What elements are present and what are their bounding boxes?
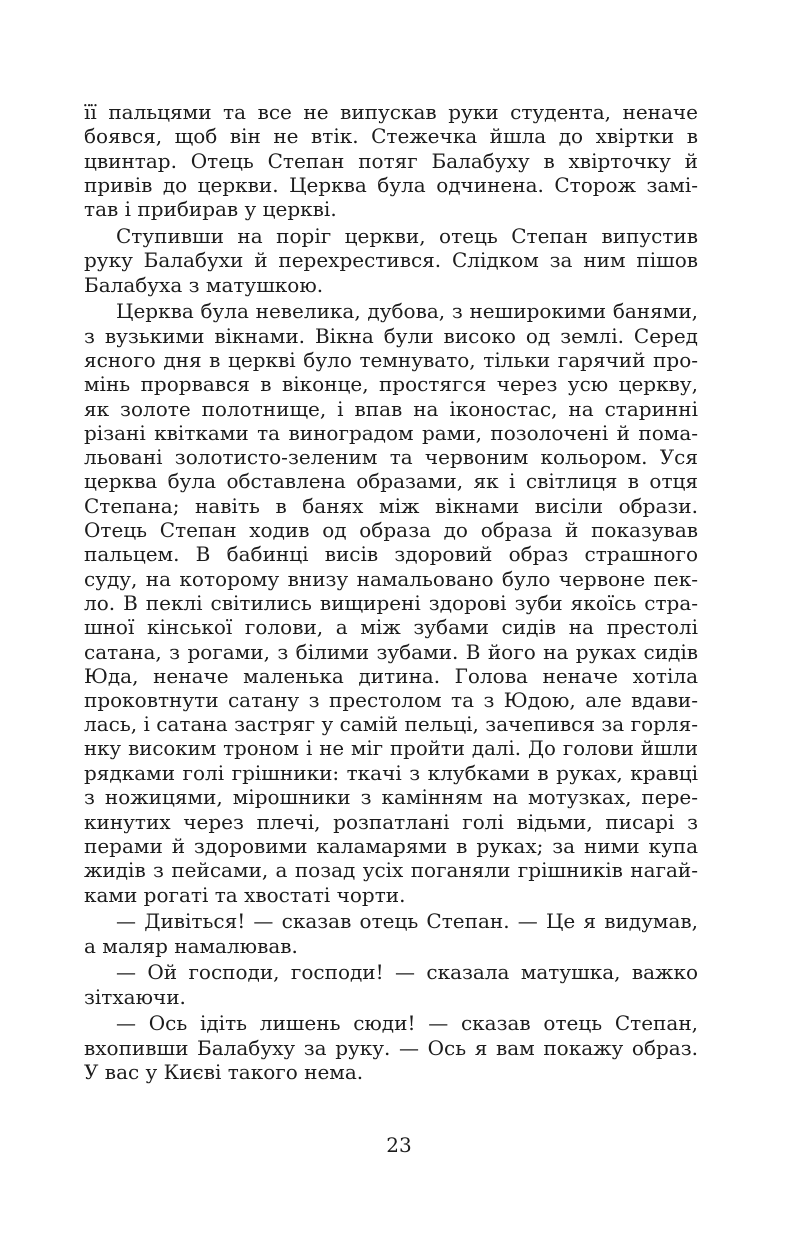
text-line: Церква була невелика, дубова, з неширокими банями, — [116, 299, 698, 324]
text-line: привів до церкви. Церква була одчинена. Сторож замі- — [84, 172, 698, 197]
text-line: як золоте полотнище, і впав на іконостас, на старинні — [84, 396, 698, 421]
text-line: суду, на которому внизу намальовано було червоне пек- — [84, 566, 698, 591]
paragraph — [84, 1011, 698, 1084]
text-line: — Дивіться! — сказав отець Степан. — Це я видумав, — [116, 909, 698, 934]
text-line: Ступивши на поріг церкви, отець Степан випустив — [116, 223, 698, 248]
text-line: лась, і сатана застряг у самій пельці, зачепився за горля- — [84, 712, 698, 737]
text-line: ло. В пеклі світились вищирені здорові зуби якоїсь стра- — [84, 590, 698, 615]
text-line: ками рогаті та хвостаті чорти. — [84, 882, 406, 907]
text-line: — Ось ідіть лишень сюди! — сказав отець Степан, — [116, 1011, 698, 1036]
text-line: з вузькими вікнами. Вікна були високо од землі. Серед — [84, 323, 698, 348]
text-line: Отець Степан ходив од образа до образа й показував — [84, 518, 698, 543]
text-line: вхопивши Балабуху за руку. — Ось я вам покажу образ. — [84, 1035, 698, 1060]
text-line: руку Балабухи й перехрестився. Слідком за ним пішов — [84, 248, 698, 273]
text-line: церква була обставлена образами, як і світлиця в отця — [84, 469, 698, 494]
text-line: Юда, неначе маленька дитина. Голова неначе хотіла — [84, 663, 698, 688]
text-line: сатана, з рогами, з білими зубами. В його на руках сидів — [84, 639, 698, 664]
text-line: зітхаючи. — [84, 984, 186, 1009]
text-line: мінь прорвався в віконце, простягся через усю церкву, — [84, 372, 698, 397]
text-line: льовані золотисто-зеленим та червоним кольором. Уся — [84, 445, 698, 470]
page-number: 23 — [386, 1133, 412, 1157]
text-line: Степана; навіть в банях між вікнами висіли образи. — [84, 493, 698, 518]
text-line: проковтнути сатану з престолом та з Юдою, але вдави- — [84, 688, 698, 713]
text-line: пальцем. В бабинці висів здоровий образ страшного — [84, 542, 698, 567]
body-text — [84, 100, 698, 1087]
paragraph — [84, 960, 698, 1009]
text-line: рядками голі грішники: ткачі з клубками в руках, кравці — [84, 761, 698, 786]
text-line: — Ой господи, господи! — сказала матушка, важко — [116, 960, 698, 985]
text-line: тав і прибирав у церкві. — [84, 197, 337, 222]
text-line: шної кінської голови, а між зубами сидів на престолі — [84, 615, 698, 640]
text-line: Балабуха з матушкою. — [84, 272, 324, 297]
paragraph — [84, 909, 698, 958]
text-line: кинутих через плечі, розпатлані голі відьми, писарі з — [84, 809, 698, 834]
paragraph — [84, 100, 698, 221]
paragraph — [84, 299, 698, 906]
paragraph — [84, 224, 698, 297]
text-line: У вас у Києві такого нема. — [84, 1060, 364, 1085]
text-line: її пальцями та все не випускав руки студента, неначе — [84, 100, 698, 124]
text-line: з ножицями, мірошники з камінням на мотузках, пере- — [84, 785, 698, 810]
text-line: нку високим троном і не міг пройти далі. До голови йшли — [84, 736, 698, 760]
text-line: а маляр намалював. — [84, 933, 298, 958]
text-line: ясного дня в церкві було темнувато, тільки гарячий про- — [84, 347, 698, 372]
text-line: різані квітками та виноградом рами, позолочені й пома- — [84, 420, 698, 445]
text-line: боявся, щоб він не втік. Стежечка йшла до хвіртки в — [84, 124, 698, 149]
text-line: жидів з пейсами, а позад усіх поганяли грішників нагай- — [84, 858, 698, 883]
text-line: цвинтар. Отець Степан потяг Балабуху в хвірточку й — [84, 148, 698, 173]
text-line: перами й здоровими каламарями в руках; за ними купа — [84, 833, 698, 858]
